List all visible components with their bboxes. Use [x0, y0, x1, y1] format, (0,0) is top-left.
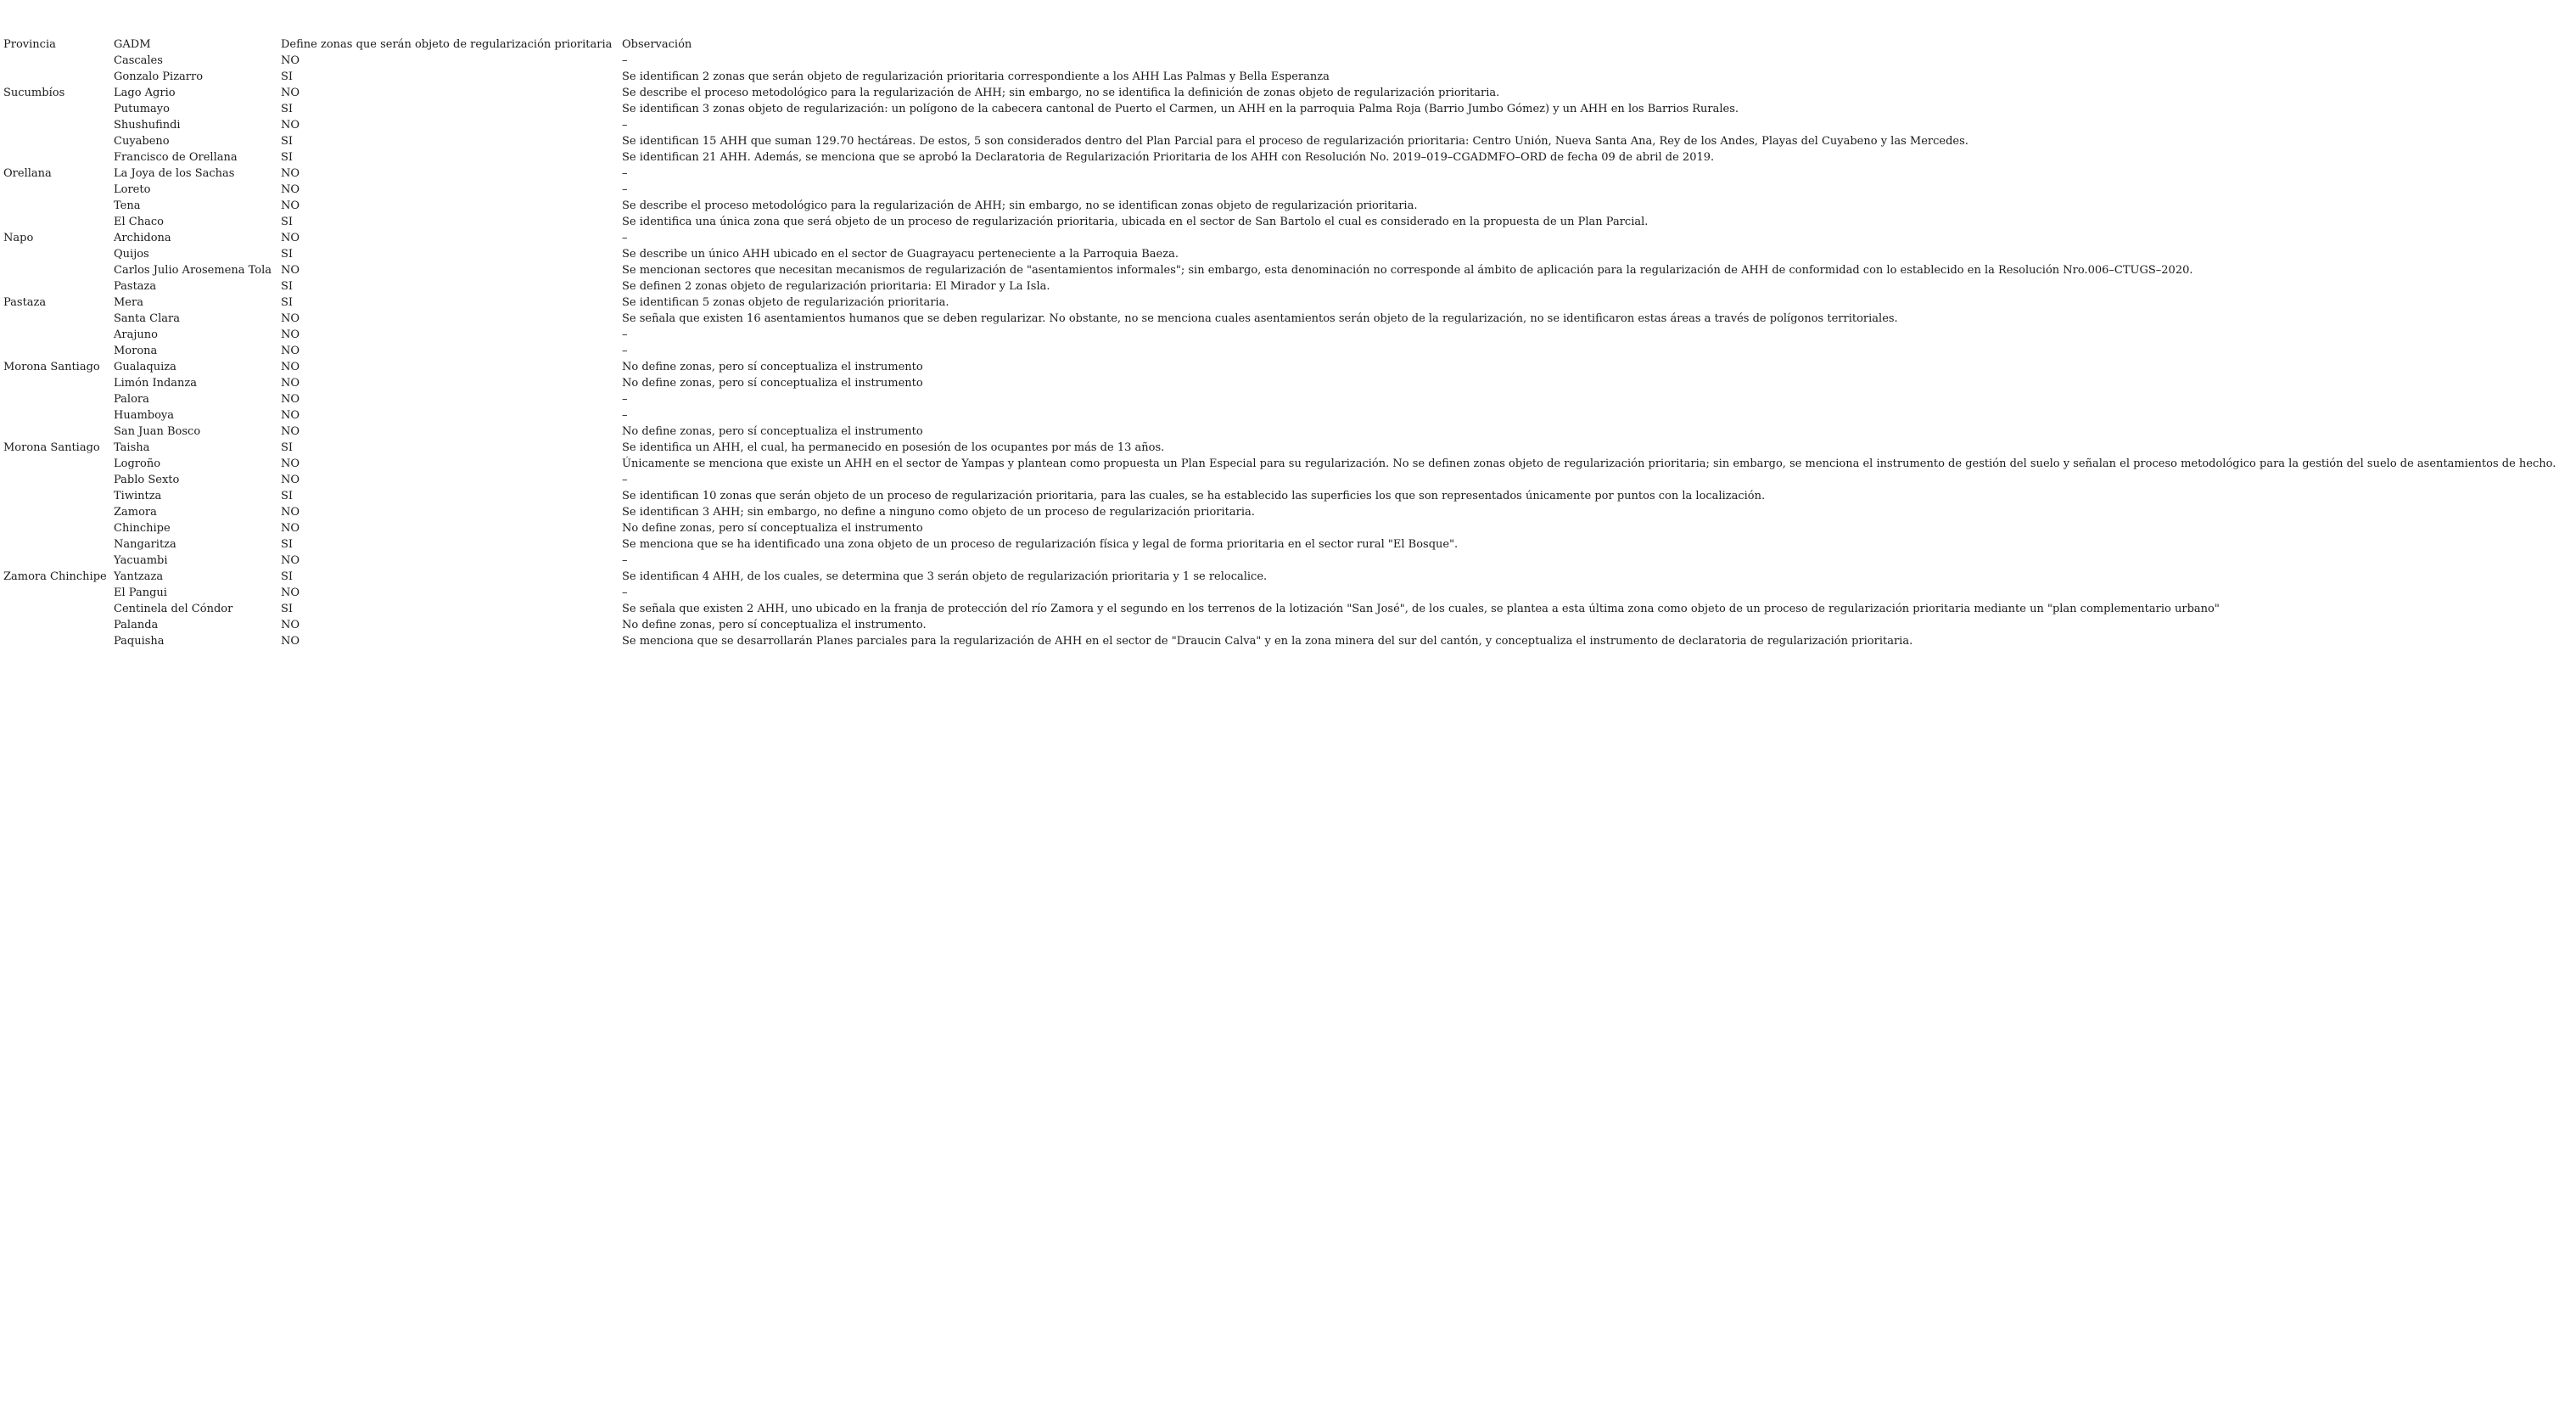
cell-gadm: El Chaco	[114, 216, 164, 228]
table-row	[3, 149, 2565, 166]
cell-provincia	[3, 488, 114, 504]
cell-define-zonas: NO	[281, 232, 300, 244]
cell-provincia	[3, 407, 114, 424]
table-row	[3, 488, 2565, 504]
cell-provincia	[3, 133, 114, 149]
cell-gadm: Cuyabeno	[114, 135, 170, 148]
table-row	[3, 375, 2565, 391]
cell-gadm: Tiwintza	[114, 490, 162, 502]
cell-gadm: Yantzaza	[114, 570, 164, 583]
cell-provincia: Napo	[3, 232, 34, 244]
cell-define-zonas: NO	[281, 264, 300, 277]
cell-observacion: –	[622, 119, 628, 132]
table-row	[3, 117, 2565, 133]
cell-gadm: Gualaquiza	[114, 361, 176, 373]
cell-define-zonas: SI	[281, 216, 294, 228]
cell-observacion: –	[622, 328, 628, 341]
cell-gadm: Gonzalo Pizarro	[114, 70, 204, 83]
cell-define-zonas: SI	[281, 490, 294, 502]
cell-gadm: Quijos	[114, 248, 149, 261]
cell-gadm: Cascales	[114, 54, 163, 67]
cell-provincia	[3, 585, 114, 601]
cell-observacion: Se señala que existen 16 asentamientos humanos que se deben regularizar. No obstante, no se menciona cuales asentamientos serán objeto de la regularización, no se identificaron estas áreas a través de polígonos territoriales.	[622, 312, 1898, 325]
table-body	[3, 53, 2565, 649]
table-row	[3, 69, 2565, 85]
table-row	[3, 601, 2565, 617]
cell-provincia	[3, 456, 114, 472]
cell-provincia: Zamora Chinchipe	[3, 570, 107, 583]
table-row	[3, 343, 2565, 359]
cell-observacion: No define zonas, pero sí conceptualiza el instrumento	[622, 361, 923, 373]
cell-gadm: Putumayo	[114, 103, 170, 115]
table-row	[3, 311, 2565, 327]
cell-provincia	[3, 53, 114, 69]
cell-define-zonas: NO	[281, 635, 300, 648]
cell-define-zonas: NO	[281, 393, 300, 406]
cell-define-zonas: NO	[281, 119, 300, 132]
cell-observacion: –	[622, 232, 628, 244]
cell-provincia	[3, 278, 114, 295]
cell-gadm: Logroño	[114, 457, 161, 470]
cell-provincia	[3, 504, 114, 520]
cell-gadm: Huamboya	[114, 409, 175, 422]
table-row	[3, 327, 2565, 343]
table-row	[3, 391, 2565, 407]
cell-provincia	[3, 601, 114, 617]
header-observacion: Observación	[622, 38, 692, 51]
table-row	[3, 472, 2565, 488]
cell-define-zonas: NO	[281, 586, 300, 599]
cell-define-zonas: NO	[281, 345, 300, 357]
table-row	[3, 520, 2565, 536]
cell-observacion: Se identifican 2 zonas que serán objeto de regularización prioritaria correspondiente a los AHH Las Palmas y Bella Esperanza	[622, 70, 1330, 83]
cell-gadm: Zamora	[114, 506, 157, 519]
cell-gadm: Yacuambi	[114, 554, 168, 567]
table-row	[3, 585, 2565, 601]
cell-observacion: Se identifican 5 zonas objeto de regularización prioritaria.	[622, 296, 949, 309]
cell-provincia	[3, 520, 114, 536]
table-row	[3, 278, 2565, 295]
header-provincia: Provincia	[3, 38, 56, 51]
table-header-row	[3, 36, 2565, 53]
table-row	[3, 262, 2565, 278]
cell-observacion: –	[622, 167, 628, 180]
cell-provincia	[3, 311, 114, 327]
cell-define-zonas: SI	[281, 135, 294, 148]
cell-observacion: –	[622, 409, 628, 422]
cell-observacion: –	[622, 586, 628, 599]
cell-provincia: Orellana	[3, 167, 52, 180]
cell-provincia: Morona Santiago	[3, 361, 100, 373]
header-gadm: GADM	[114, 38, 151, 51]
cell-define-zonas: NO	[281, 328, 300, 341]
cell-define-zonas: NO	[281, 425, 300, 438]
cell-provincia	[3, 101, 114, 117]
table-row	[3, 504, 2565, 520]
header-define-zonas: Define zonas que serán objeto de regularización prioritaria	[281, 38, 613, 51]
cell-gadm: Loreto	[114, 183, 151, 196]
table-row	[3, 101, 2565, 117]
cell-define-zonas: NO	[281, 183, 300, 196]
cell-provincia	[3, 327, 114, 343]
cell-observacion: No define zonas, pero sí conceptualiza el instrumento	[622, 377, 923, 390]
cell-define-zonas: NO	[281, 522, 300, 535]
cell-provincia	[3, 149, 114, 166]
cell-define-zonas: NO	[281, 199, 300, 212]
cell-provincia	[3, 617, 114, 633]
cell-gadm: Nangaritza	[114, 538, 176, 551]
cell-observacion: Se identifican 3 AHH; sin embargo, no define a ninguno como objeto de un proceso de regularización prioritaria.	[622, 506, 1255, 519]
table-row	[3, 407, 2565, 424]
cell-observacion: Se identifican 4 AHH, de los cuales, se determina que 3 serán objeto de regularización prioritaria y 1 se relocalice.	[622, 570, 1268, 583]
cell-provincia	[3, 391, 114, 407]
table-row	[3, 133, 2565, 149]
cell-observacion: Se describe el proceso metodológico para la regularización de AHH; sin embargo, no se identifica la definición de zonas objeto de regularización prioritaria.	[622, 87, 1500, 99]
cell-define-zonas: NO	[281, 167, 300, 180]
cell-gadm: Palanda	[114, 619, 159, 631]
cell-gadm: Chinchipe	[114, 522, 171, 535]
cell-define-zonas: NO	[281, 312, 300, 325]
cell-provincia	[3, 198, 114, 214]
cell-observacion: Se identifican 21 AHH. Además, se menciona que se aprobó la Declaratoria de Regularización Prioritaria de los AHH con Resolución No. 2019–019–CGADMFO–ORD de fecha 09 de abril de 2019.	[622, 151, 1715, 164]
cell-provincia	[3, 246, 114, 262]
cell-define-zonas: SI	[281, 280, 294, 293]
cell-define-zonas: NO	[281, 54, 300, 67]
cell-gadm: Centinela del Cóndor	[114, 603, 233, 615]
cell-gadm: Arajuno	[114, 328, 158, 341]
cell-gadm: San Juan Bosco	[114, 425, 201, 438]
cell-provincia: Pastaza	[3, 296, 47, 309]
cell-provincia: Sucumbíos	[3, 87, 65, 99]
cell-define-zonas: SI	[281, 103, 294, 115]
cell-observacion: Se identifican 15 AHH que suman 129.70 hectáreas. De estos, 5 son considerados dentro del Plan Parcial para el proceso de regularización prioritaria: Centro Unión, Nueva Santa Ana, Rey de los Andes, Playas del Cuyabeno y las Mercedes.	[622, 135, 1968, 148]
cell-gadm: Morona	[114, 345, 158, 357]
cell-observacion: –	[622, 183, 628, 196]
cell-gadm: Limón Indanza	[114, 377, 198, 390]
cell-observacion: –	[622, 54, 628, 67]
cell-define-zonas: NO	[281, 474, 300, 486]
cell-define-zonas: SI	[281, 603, 294, 615]
cell-gadm: Lago Agrio	[114, 87, 176, 99]
cell-provincia	[3, 553, 114, 569]
cell-define-zonas: NO	[281, 457, 300, 470]
table-row	[3, 214, 2565, 230]
cell-observacion: Únicamente se menciona que existe un AHH en el sector de Yampas y plantean como propuesta un Plan Especial para su regularización. No se definen zonas objeto de regularización prioritaria; sin embargo, se menciona el instrumento de gestión del suelo y señalan el proceso metodológico para la gestión del suelo de asentamientos de hecho.	[622, 457, 2556, 470]
cell-define-zonas: SI	[281, 296, 294, 309]
cell-gadm: Pastaza	[114, 280, 157, 293]
cell-define-zonas: SI	[281, 570, 294, 583]
cell-define-zonas: NO	[281, 554, 300, 567]
cell-gadm: Paquisha	[114, 635, 165, 648]
cell-define-zonas: NO	[281, 409, 300, 422]
table-row	[3, 617, 2565, 633]
table-row	[3, 633, 2565, 649]
cell-define-zonas: SI	[281, 70, 294, 83]
cell-observacion: No define zonas, pero sí conceptualiza el instrumento	[622, 425, 923, 438]
cell-define-zonas: NO	[281, 87, 300, 99]
regularization-table	[3, 36, 2565, 649]
cell-observacion: Se identifican 3 zonas objeto de regularización: un polígono de la cabecera cantonal de Puerto el Carmen, un AHH en la parroquia Palma Roja (Barrio Jumbo Gómez) y un AHH en los Barrios Rurales.	[622, 103, 1739, 115]
table-row	[3, 246, 2565, 262]
cell-observacion: –	[622, 474, 628, 486]
cell-provincia	[3, 343, 114, 359]
table-row	[3, 456, 2565, 472]
table-row	[3, 359, 2565, 375]
cell-provincia	[3, 424, 114, 440]
cell-provincia	[3, 536, 114, 553]
cell-observacion: –	[622, 393, 628, 406]
table-row	[3, 424, 2565, 440]
cell-define-zonas: NO	[281, 361, 300, 373]
cell-gadm: Francisco de Orellana	[114, 151, 238, 164]
cell-observacion: Se describe un único AHH ubicado en el sector de Guagrayacu perteneciente a la Parroquia Baeza.	[622, 248, 1179, 261]
table-row	[3, 182, 2565, 198]
cell-gadm: Taisha	[114, 441, 150, 454]
table-row	[3, 85, 2565, 101]
table-row	[3, 440, 2565, 456]
cell-provincia	[3, 69, 114, 85]
cell-provincia: Morona Santiago	[3, 441, 100, 454]
cell-gadm: Tena	[114, 199, 141, 212]
cell-observacion: –	[622, 345, 628, 357]
table-row	[3, 230, 2565, 246]
cell-define-zonas: SI	[281, 441, 294, 454]
cell-define-zonas: SI	[281, 151, 294, 164]
table-row	[3, 553, 2565, 569]
cell-provincia	[3, 117, 114, 133]
cell-observacion: No define zonas, pero sí conceptualiza el instrumento	[622, 522, 923, 535]
cell-provincia	[3, 262, 114, 278]
cell-observacion: –	[622, 554, 628, 567]
cell-observacion: Se describe el proceso metodológico para la regularización de AHH; sin embargo, no se identifican zonas objeto de regularización prioritaria.	[622, 199, 1418, 212]
cell-observacion: Se menciona que se ha identificado una zona objeto de un proceso de regularización física y legal de forma prioritaria en el sector rural "El Bosque".	[622, 538, 1459, 551]
cell-observacion: Se identifica una única zona que será objeto de un proceso de regularización prioritaria, ubicada en el sector de San Bartolo el cual es considerado en la propuesta de un Plan Parcial.	[622, 216, 1649, 228]
cell-observacion: Se identifica un AHH, el cual, ha permanecido en posesión de los ocupantes por más de 13 años.	[622, 441, 1165, 454]
cell-observacion: Se menciona que se desarrollarán Planes parciales para la regularización de AHH en el sector de "Draucin Calva" y en la zona minera del sur del cantón, y conceptualiza el instrumento de declaratoria de regularización prioritaria.	[622, 635, 1913, 648]
table-row	[3, 295, 2565, 311]
cell-provincia	[3, 375, 114, 391]
cell-provincia	[3, 214, 114, 230]
table-row	[3, 166, 2565, 182]
cell-gadm: Archidona	[114, 232, 171, 244]
cell-observacion: No define zonas, pero sí conceptualiza el instrumento.	[622, 619, 927, 631]
cell-provincia	[3, 182, 114, 198]
table-row	[3, 536, 2565, 553]
cell-observacion: Se mencionan sectores que necesitan mecanismos de regularización de "asentamientos informales"; sin embargo, esta denominación no corresponde al ámbito de aplicación para la regularización de AHH de conformidad con lo establecido en la Resolución Nro.006–CTUGS–2020.	[622, 264, 2193, 277]
cell-observacion: Se identifican 10 zonas que serán objeto de un proceso de regularización prioritaria, para las cuales, se ha establecido las superficies los que son representados únicamente por puntos con la localización.	[622, 490, 1766, 502]
cell-gadm: La Joya de los Sachas	[114, 167, 235, 180]
cell-gadm: Mera	[114, 296, 143, 309]
cell-gadm: Pablo Sexto	[114, 474, 180, 486]
cell-gadm: Santa Clara	[114, 312, 180, 325]
table-row	[3, 53, 2565, 69]
table-row	[3, 198, 2565, 214]
cell-gadm: Palora	[114, 393, 149, 406]
cell-provincia	[3, 472, 114, 488]
cell-provincia	[3, 633, 114, 649]
cell-define-zonas: NO	[281, 377, 300, 390]
cell-define-zonas: SI	[281, 538, 294, 551]
cell-define-zonas: NO	[281, 506, 300, 519]
cell-gadm: Carlos Julio Arosemena Tola	[114, 264, 272, 277]
cell-observacion: Se señala que existen 2 AHH, uno ubicado en la franja de protección del río Zamora y el segundo en los terrenos de la lotización "San José", de los cuales, se plantea a esta última zona como objeto de un proceso de regularización prioritaria mediante un "plan complementario urbano"	[622, 603, 2220, 615]
cell-define-zonas: SI	[281, 248, 294, 261]
table-row	[3, 569, 2565, 585]
cell-observacion: Se definen 2 zonas objeto de regularización prioritaria: El Mirador y La Isla.	[622, 280, 1050, 293]
cell-define-zonas: NO	[281, 619, 300, 631]
cell-gadm: El Pangui	[114, 586, 167, 599]
cell-gadm: Shushufindi	[114, 119, 181, 132]
